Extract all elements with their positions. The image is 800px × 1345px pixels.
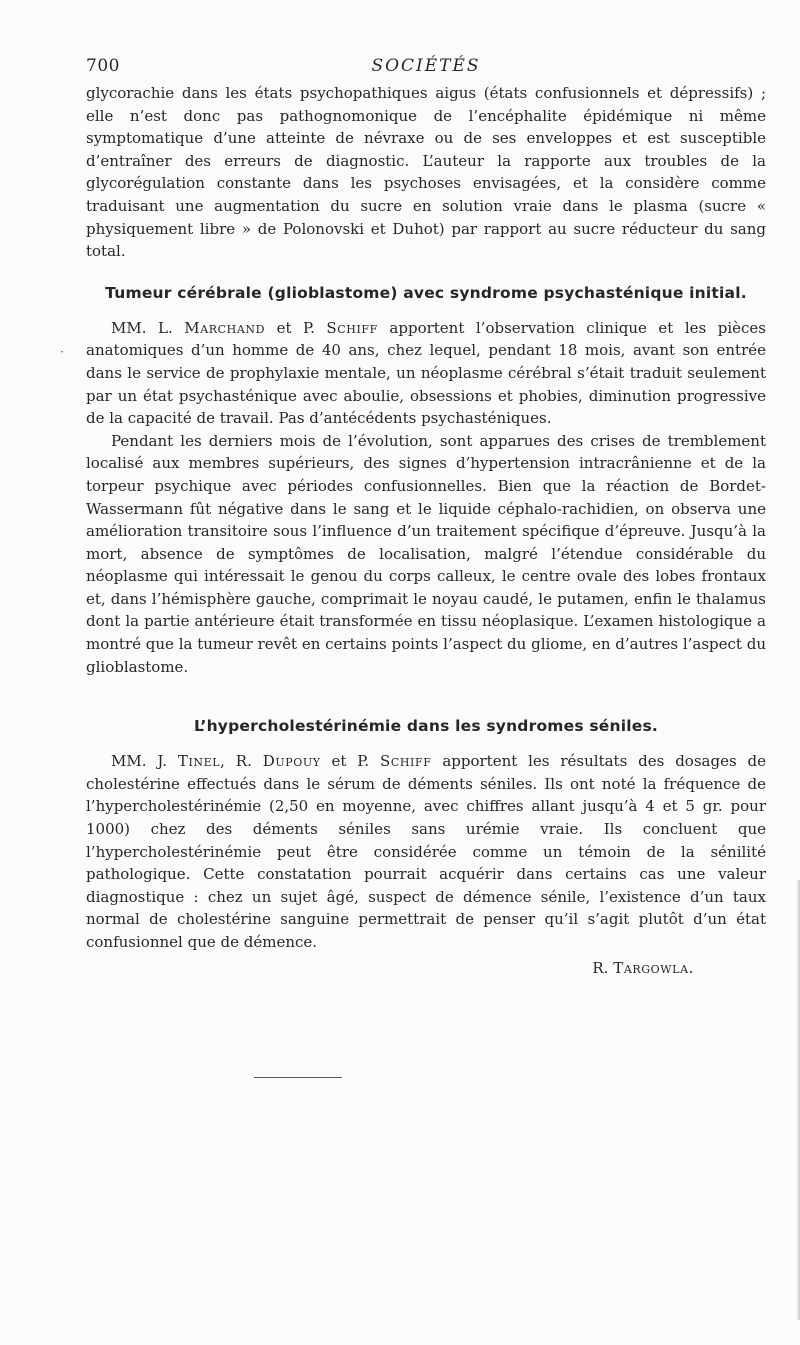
section1-author2: Schiff <box>326 318 378 337</box>
section1-title: Tumeur cérébrale (glioblastome) avec syndrome psychasténique initial. <box>105 283 747 302</box>
signature <box>86 956 766 980</box>
section2-lead-and: et P. <box>320 752 380 771</box>
end-rule <box>254 1077 342 1078</box>
intro-paragraph: glycorachie dans les états psychopathiques aigus (états confusionnels et dépressifs) ; elle n’est donc pas pathognomonique de l’encéphalite épidémique ni même symptomatique d’une atteinte de névraxe ou de ses enveloppes et est susceptible d’entraîner des erreurs de diagnostic. L’auteur la rapporte aux troubles de la glycorégulation constante dans les psychoses envisagées, et la considère comme traduisant une augmentation du sucre en solution vraie dans le plasma (sucre « physiquement libre » de Polonovski et Duhot) par rapport au sucre réducteur du sang total. <box>86 84 766 261</box>
signature-initial: R. <box>592 958 614 977</box>
section2-title: L’hypercholestérinémie dans les syndromes séniles. <box>193 717 659 736</box>
running-head: SOCIÉTÉS <box>371 56 481 76</box>
section2-sep1: , R. <box>220 752 263 771</box>
section2-paragraph-body: apportent les résultats des dosages de cholestérine effectués dans le sérum de déments séniles. Ils ont noté la fréquence de l’hypercholestérinémie (2,50 en moyenne, avec chiffres allant jusqu’à 4 et 5 gr. pour 1000) chez des déments séniles sans urémie vraie. Ils concluent que l’hypercholestérinémie peut être considérée comme un témoin de la sénilité pathologique. Cette constatation pourrait acquérir dans certains cas une valeur diagnostique : chez un sujet âgé, suspect de démence sénile, l’existence d’un taux normal de cholestérine sanguine permettrait de penser qu’il s’agit plutôt d’un état confusionnel que de démence. <box>86 752 767 951</box>
margin-mark: · <box>60 345 64 359</box>
page-edge-shadow <box>796 880 800 1320</box>
page-number: 700 <box>86 56 120 76</box>
section2-author1: Tinel <box>177 752 221 771</box>
signature-name: Targowla. <box>613 958 694 977</box>
section1-paragraph1-body: apportent l’observation clinique et les pièces anatomiques d’un homme de 40 ans, chez lequel, pendant 18 mois, avant son entrée dans le service de prophylaxie mentale, un néoplasme cérébral s’était traduit seulement par un état psychasténique avec aboulie, obsessions et phobies, diminution progressive de la capacité de travail. Pas d’antécédents psychasténiques. <box>86 318 766 428</box>
page-header <box>86 52 766 82</box>
section2-author3: Schiff <box>379 752 432 771</box>
page <box>86 52 766 980</box>
section2-author2: Dupouy <box>262 752 321 771</box>
section2-lead-mm: MM. J. <box>111 752 178 771</box>
section1-author1: Marchand <box>184 318 266 337</box>
section1-paragraph2: Pendant les derniers mois de l’évolution, sont apparues des crises de tremblement localisé aux membres supérieurs, des signes d’hypertension intracrânienne et de la torpeur psychique avec périodes confusionnelles. Bien que la réaction de Bordet-Wassermann fût négative dans le sang et le liquide céphalo-rachidien, on observa une amélioration transitoire sous l’influence d’un traitement spécifique d’épreuve. Jusqu’à la mort, absence de symptômes de localisation, malgré l’étendue considérable du néoplasme qui intéressait le genou du corps calleux, le centre ovale des lobes frontaux et, dans l’hémisphère gauche, comprimait le noyau caudé, le putamen, enfin le thalamus dont la partie antérieure était transformée en tissu néoplasique. L’examen histologique a montré que la tumeur revêt en certains points l’aspect du gliome, en d’autres l’aspect du glioblastome. <box>86 431 766 676</box>
section1-lead-and: et P. <box>265 318 327 337</box>
section1-paragraph1 <box>86 317 766 430</box>
section2-paragraph <box>86 750 766 953</box>
section1-lead-mm: MM. L. <box>111 318 185 337</box>
